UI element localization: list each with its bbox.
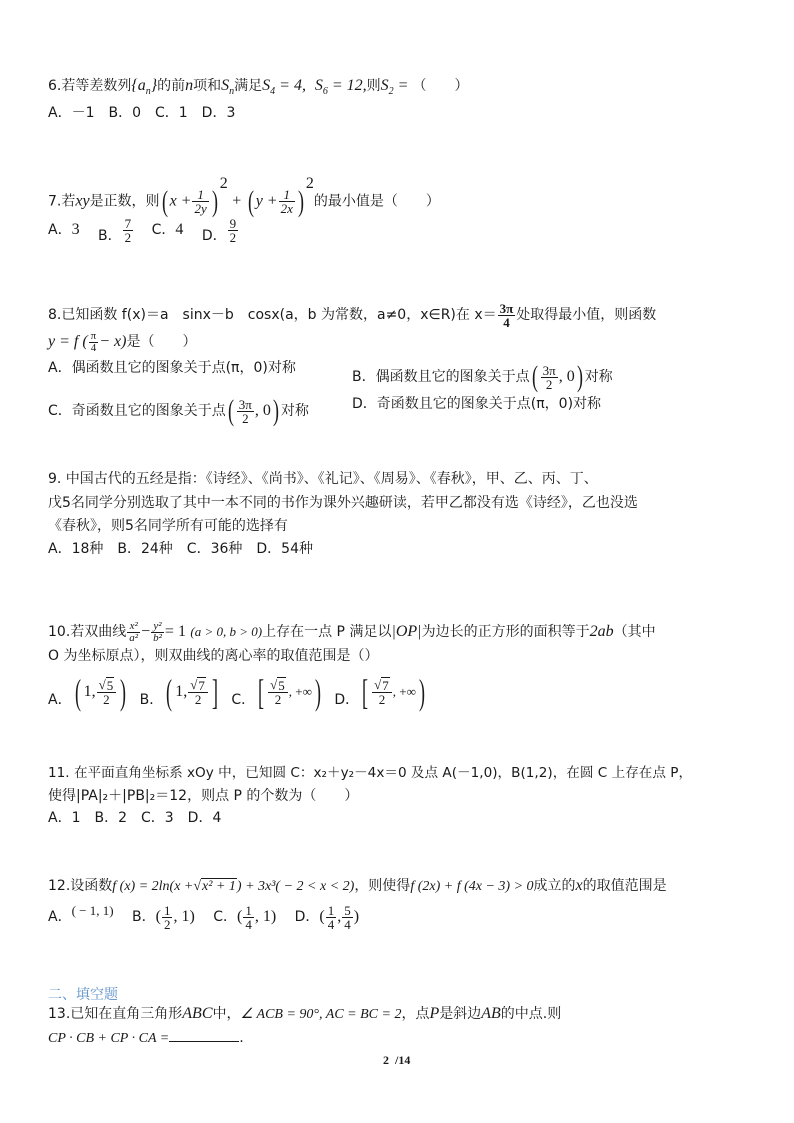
q12-val-a: ( − 1, 1) (71, 903, 114, 918)
q12-opt-a: A． (48, 909, 72, 925)
q7-frac1: $\frac{1}{2y}$ (194, 187, 207, 217)
q7-text: 若 (61, 193, 76, 210)
q7-opt-a: A． (48, 222, 72, 238)
question-13 (48, 1004, 561, 1025)
q12-opt-b: B． (132, 909, 156, 925)
q7-plus: + (232, 192, 242, 210)
question-6 (48, 76, 468, 102)
q12-text2: ，则使得 (354, 878, 411, 894)
q8-c-text: C．奇函数且它的图象关于点 (48, 403, 226, 419)
q7-opt-b: B． (98, 228, 122, 244)
q10-frac-y: $\frac{\text{y²}}{\text{b²}}$ (153, 619, 162, 644)
q10-opt-d: D． (334, 692, 360, 708)
q7-xy: xy (75, 192, 90, 210)
q6-text: 若等差数列 (61, 78, 132, 94)
q6-cond2: $S_6 = 12$, (314, 77, 367, 98)
q9-line-3: 《春秋》，则5名同学所有可能的选择有 (48, 518, 288, 534)
q8-text-2: x－b cos (202, 307, 272, 323)
q8-y: y = f ( (48, 333, 88, 350)
q12-b-lp: ( (155, 908, 161, 925)
q6-text3: 项和 (193, 78, 222, 94)
q12-fx2: ) + 3x³( − 2 < x < 2) (236, 879, 355, 894)
q12-d-rp: ) (353, 908, 360, 925)
q8-option-a: A．偶函数且它的图象关于点(π，0)对称 (48, 360, 296, 376)
q6-S: $S_n$ (221, 77, 235, 98)
q6-number: 6. (48, 78, 62, 94)
q9-line-2: 戊5名同学分别选取了其中一本不同的书作为课外兴趣研读，若甲乙都没有选《诗经》，乙也没选 (48, 495, 638, 511)
q13-text4: 是斜边 (439, 1006, 482, 1022)
q8-b-zero: , 0 (558, 368, 575, 385)
q6-options: A．－1 B．0 C．1 D．3 (48, 105, 236, 121)
q8-option-c: C．奇函数且它的图象关于点( $\frac{3\pi}{2}$ , 0) 对称 (48, 394, 309, 427)
q13-abc: ABC (182, 1005, 213, 1022)
q7-opt-d: D． (201, 228, 227, 244)
q10-minus: − (141, 623, 151, 640)
q7-number: 7. (48, 193, 62, 210)
question-10 (48, 614, 656, 650)
q12-x: x (575, 877, 583, 894)
question-7: 7.若xy是正数，则( x + $\frac{1}{2y}$ )$^2$ + ( y + $\frac{1}{2x}$ )$^2$的最小值是（ ） (48, 175, 440, 218)
q11-line-1: 11. 在平面直角坐标系 xOy 中，已知圆 C：x₂＋y₂－4x＝0 及点 A(－1,0)，B(1,2)，在圆 C 上存在点 P， (48, 765, 693, 781)
q12-d-frac2: $\frac{5}{4}$ (344, 902, 351, 932)
q7-options (48, 214, 239, 246)
q11-options: A．1 B．2 C．3 D．4 (48, 810, 222, 826)
q12-c-frac: $\frac{1}{4}$ (245, 902, 252, 932)
q10-frac-x: $\frac{\text{x²}}{\text{a²}}$ (129, 619, 139, 644)
q10-opt-c: C． (231, 692, 256, 708)
q12-text: 设函数 (70, 878, 113, 894)
q12-text3: 成立的 (533, 878, 576, 894)
q12-opt-d: D． (294, 909, 320, 925)
q8-text-3: x(a，b 为常数，a≠0，x∈R)在 x＝ (271, 307, 497, 323)
q12-options (48, 900, 359, 934)
q6-text5: 则 (366, 78, 381, 94)
q10-opt-a: A． (48, 692, 72, 708)
q7-val-c: 4 (175, 221, 184, 238)
q10-number: 10.若双曲线 (48, 624, 127, 640)
q7-text2: 是正数，则 (89, 193, 160, 210)
q10-a-frac: $\frac{√5}{2}$ (97, 678, 117, 707)
q8-c-end: 对称 (280, 403, 309, 419)
q12-b-end: , 1) (173, 908, 195, 925)
q12-c-lp: ( (237, 908, 243, 925)
page-total: 14 (398, 1053, 411, 1067)
q12-sqrt: √x² + 1 (193, 878, 236, 894)
q13-expr: CP · CB + CP · CA = (48, 1031, 170, 1046)
q7-frac-d: $\frac{9}{2}$ (229, 215, 237, 245)
q13-text3: ，点 (401, 1006, 430, 1022)
q10-c-frac: $\frac{√5}{2}$ (268, 678, 288, 707)
q10-a-one: 1, (83, 683, 96, 700)
q8-line-2 (48, 328, 196, 356)
q10-opt-b: B． (139, 692, 164, 708)
q8-option-d: D．奇函数且它的图象关于点(π，0)对称 (352, 396, 602, 412)
q13-line-2 (48, 1027, 244, 1049)
q12-d-frac1: $\frac{1}{4}$ (327, 902, 335, 932)
q8-b-text: B．偶函数且它的图象关于点 (352, 369, 530, 385)
q6-text2: 的前 (157, 78, 186, 94)
q13-text5: 的中点.则 (500, 1006, 562, 1022)
q6-n: n (185, 77, 194, 94)
q12-text4: 的取值范围是 (582, 878, 667, 894)
q10-ab: 2ab (589, 623, 614, 640)
q10-c-inf: , +∞ (288, 684, 312, 699)
q7-frac-b: $\frac{7}{2}$ (124, 215, 132, 245)
q8-text-4: 处取得最小值，则函数 (516, 307, 657, 323)
q8-text-1: 8.已知函数 f(x)＝a sin (48, 307, 203, 323)
page-current: 2 (383, 1053, 389, 1067)
q11-line-2: 使得|PA|₂＋|PB|₂＝12，则点 P 的个数为（ ） (48, 788, 359, 804)
q13-number: 13. (48, 1006, 71, 1022)
q7-sq2: 2 (305, 175, 314, 192)
q13-text2: 中， (212, 1006, 241, 1022)
q12-ineq: f (2x) + f (4x − 3) > 0 (410, 879, 534, 894)
q8-option-b: B．偶函数且它的图象关于点( $\frac{3\pi}{2}$ , 0) 对称 (352, 360, 613, 393)
q6-paren: （ ） (412, 78, 469, 94)
q10-text2: 为边长的正方形的面积等于 (421, 624, 590, 640)
q10-op: |OP| (391, 623, 422, 640)
q10-b-one: 1, (175, 683, 188, 700)
q7-sq1: 2 (219, 175, 228, 192)
q10-line-2: O 为坐标原点），则双曲线的离心率的取值范围是（） (48, 648, 379, 664)
q7-y: y + (255, 192, 278, 210)
q10-d-frac: $\frac{√7}{2}$ (372, 678, 392, 707)
q13-answer-blank[interactable] (169, 1027, 239, 1042)
q8-c-zero: , 0 (254, 402, 271, 419)
q6-cond1: $S_4 = 4$, (262, 77, 306, 98)
q10-d-inf: , +∞ (392, 684, 416, 699)
q13-text: 已知在直角三角形 (70, 1006, 183, 1022)
q12-fx: f (x) = 2ln(x + (112, 879, 194, 894)
q7-text3: 的最小值是（ ） (313, 193, 440, 210)
q8-b-end: 对称 (584, 369, 613, 385)
q13-AB: AB (481, 1005, 501, 1022)
q8-frac: $\frac{3\pi}{4}$ (499, 300, 514, 330)
q12-opt-c: C． (213, 909, 238, 925)
q7-val-a: 3 (71, 221, 80, 238)
q12-c-end: , 1) (254, 908, 277, 925)
q10-text: 上存在一点 P 满足以 (262, 624, 392, 640)
q12-d-comma: , (337, 908, 342, 925)
q7-frac2: $\frac{1}{2x}$ (280, 187, 293, 217)
q12-d-lp: ( (319, 908, 325, 925)
q10-b-frac: $\frac{√7}{2}$ (188, 678, 208, 707)
q8-b-frac: $\frac{3\pi}{2}$ (542, 362, 556, 392)
q8-c-frac: $\frac{3\pi}{2}$ (238, 396, 252, 426)
q6-ask: $S_2$ = (380, 77, 413, 98)
q8-minus-x: − x) (99, 333, 127, 350)
q12-b-frac: $\frac{1}{2}$ (163, 902, 171, 932)
q13-P: P (429, 1005, 440, 1022)
q12-number: 12. (48, 878, 71, 894)
question-12 (48, 874, 667, 899)
q6-seq: $\{a_n\}$ (131, 77, 158, 98)
q10-options: A．( 1, $\frac{√5}{2}$ ) B．( 1, $\frac{√7}{2}$ ] C．[ $\frac{√5}{2}$ , +∞) D．[ $\frac{√7}{2}$ , +∞) (48, 672, 425, 712)
q10-text3: （其中 (613, 624, 656, 640)
q8-shi: 是（ ） (126, 334, 197, 350)
page-number: 2 /14 (383, 1053, 411, 1067)
q7-x: x + (169, 192, 192, 210)
q10-cond: (a > 0, b > 0) (190, 624, 263, 639)
q9-line-1: 9. 中国古代的五经是指：《诗经》、《尚书》、《礼记》、《周易》、《春秋》，甲、乙、丙、丁、 (48, 471, 598, 487)
q7-opt-c: C． (151, 222, 176, 238)
q9-options: A．18种 B．24种 C．36种 D．54种 (48, 541, 313, 557)
question-8 (48, 298, 656, 332)
q13-end: . (239, 1030, 244, 1046)
q8-frac2: $\frac{\pi}{4}$ (90, 329, 97, 354)
q6-text4: 满足 (234, 78, 263, 94)
section-title: 二、填空题 (48, 987, 118, 1003)
q13-cond: ∠ ACB = 90°, AC = BC = 2 (240, 1007, 402, 1022)
q10-eq: = 1 (164, 623, 186, 640)
